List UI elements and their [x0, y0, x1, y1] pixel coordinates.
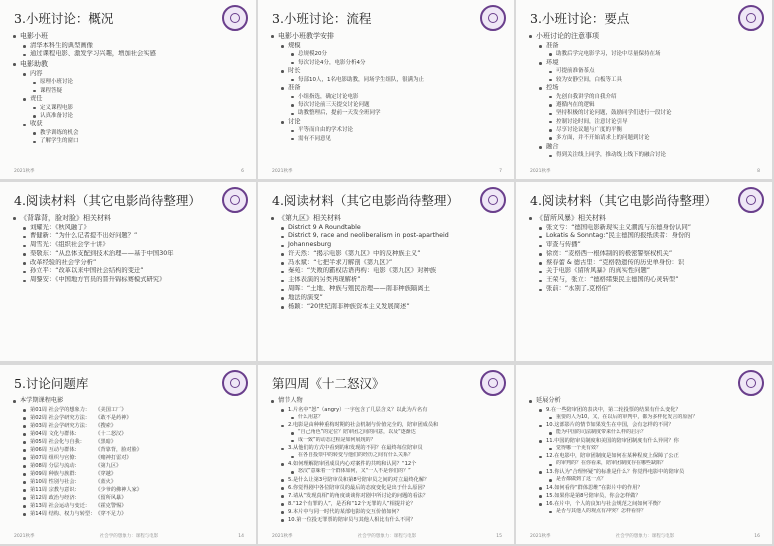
bullet-level-1: 电影小班教学安排 — [270, 31, 504, 42]
footer-term: 2021秋季 — [530, 534, 551, 539]
slide-8[interactable] — [258, 365, 514, 544]
bullet-level-3: “自己角色”的定位？陪审团之间的同意，以及“逐渐达 — [270, 429, 504, 437]
bullet-level-3: 可提前准备茶点 — [528, 67, 762, 75]
bullet-level-2: 收获 — [12, 120, 246, 129]
bullet-level-3: 遵循内在的逻辑 — [528, 101, 762, 109]
bullet-level-2: 许天然：“揭示电影《第九区》中的反种族主义” — [270, 250, 504, 259]
slide-title: 4.阅读材料（其它电影尚待整理） — [14, 193, 201, 208]
bullet-level-2: 10.这部影片的情节如果发生在中国，会有怎样的不同？ — [528, 421, 762, 429]
bullet-level-2: 准备 — [270, 84, 504, 93]
bullet-level-2: 第03周 社会学研究方法： 《搜索》 — [12, 422, 246, 430]
bullet-level-2: 第09周 种族与族群： 《穿越》 — [12, 470, 246, 478]
bullet-level-2: 13.你认为“合理怀疑”的标准是什么？你觉得电影中的陪审员 — [528, 468, 762, 476]
slide-2[interactable] — [258, 0, 514, 179]
bullet-level-2: 主体表演的另类再现解析” — [270, 276, 504, 285]
bullet-level-3: 是否与其他人的观点有冲突？怎样看待？ — [528, 508, 762, 516]
slide-title: 3.小班讨论：要点 — [530, 11, 630, 26]
bullet-level-2: 杨颖：“20世纪南非种族资本主义发展简述” — [270, 303, 504, 312]
bullet-level-3: 能为中国的司法制度带来什么样的启示？ — [528, 429, 762, 437]
bullet-level-3: 怒汉”意味着一个群体如何，又“一人不是你们的？” — [270, 468, 504, 476]
bullet-level-2: 8.“12个有罪的人”，是否和“12个无罪的人”相提并论？ — [270, 500, 504, 508]
bullet-level-2: 渠敬东：“从总体支配到技术治理——基于中国30年 — [12, 250, 246, 259]
bullet-level-2: 4.如何理解陪审团成员内心对案件的共鸣和认同？“12个 — [270, 460, 504, 468]
bullet-level-2: 周黎安：《中国地方官员的晋升锦标赛模式研究》 — [12, 276, 246, 285]
slide-title: 3.小班讨论：流程 — [272, 11, 372, 26]
bullet-level-2: 曹健新：“为什么记者提不出好问题？” — [12, 232, 246, 241]
bullet-level-3: 觉得哪一个更有效？ — [528, 445, 762, 453]
bullet-level-2: 控场 — [528, 84, 762, 93]
bullet-level-3: 平等而自由的学术讨论 — [270, 126, 504, 134]
bullet-level-2: 准备 — [528, 42, 762, 51]
slide-content — [528, 31, 762, 160]
bullet-level-2: 孙立平：“改革以来中国社会结构的变迁” — [12, 267, 246, 276]
bullet-level-2: 第07周 组织与官僚： 《赌神打雷对》 — [12, 454, 246, 462]
bullet-level-2: 第01周 社会学的想象力： 《美国工厂》 — [12, 406, 246, 414]
bullet-level-1: 情节人物 — [270, 396, 504, 406]
bullet-level-2: 1.片名中“怒”（angry）一字包含了几层含义？以此为片名有 — [270, 406, 504, 414]
slide-footer — [14, 167, 244, 174]
university-seal-icon — [480, 187, 506, 213]
bullet-level-1: 《背靠背，脸对脸》相关材料 — [12, 213, 246, 224]
bullet-level-2: Johannesburg — [270, 241, 504, 250]
bullet-level-2: 9.本片中与同一时代的某部电影的交互价值如何？ — [270, 508, 504, 516]
slide-content — [528, 213, 762, 294]
bullet-level-2: 16.在片中，个人的良知与社会规范之间如何平衡？ — [528, 500, 762, 508]
bullet-level-2: 第10周 性别与社会： 《蓝火》 — [12, 478, 246, 486]
bullet-level-2: 6.你觉得剧中各位陪审员的最后的态度变化是出于什么原因？ — [270, 484, 504, 492]
footer-term: 2021秋季 — [14, 169, 35, 174]
university-seal-icon — [222, 5, 248, 31]
bullet-level-3: 每次讨论4分，电影分析4分 — [270, 59, 504, 67]
slide-title: 3.小班讨论：概况 — [14, 11, 114, 26]
bullet-level-2: 10.第一位投无罪票的陪审员与其他人相比有什么不同？ — [270, 516, 504, 524]
bullet-level-2: 9.在一些陪审团的表决中，第二轮投票的结果有什么变化？ — [528, 406, 762, 414]
bullet-level-3: 尽享讨论议题与广度的平衡 — [528, 126, 762, 134]
slide-content — [12, 213, 246, 285]
bullet-level-3: 先创自我讲学的自我介绍 — [528, 93, 762, 101]
bullet-level-3: 重要的人为10，又，在以后的审判中，都为多样化发言的原因？ — [528, 414, 762, 422]
page-number: 8 — [757, 169, 760, 174]
bullet-level-2: 通过课程电影、激发学习兴趣，增加社会实感 — [12, 50, 246, 59]
bullet-level-3: 多方面，并不开始请求上的问题到讨论 — [528, 134, 762, 142]
bullet-level-1: 《留所风暴》相关材料 — [528, 213, 762, 224]
bullet-level-2: District 9 A Roundtable — [270, 224, 504, 233]
bullet-level-2: 徐贲：“麦格西一根体制的的极密警察权机关” — [528, 250, 762, 259]
university-seal-icon — [480, 370, 506, 396]
slide-content — [270, 396, 504, 524]
bullet-level-1: 《第九区》相关材料 — [270, 213, 504, 224]
bullet-level-2: 规模 — [270, 42, 504, 51]
slide-content — [270, 213, 504, 311]
footer-term: 2021秋季 — [272, 534, 293, 539]
university-seal-icon — [738, 5, 764, 31]
bullet-level-2: 张文亏：“德国电影新现实主义潮流与东德身份认同” — [528, 224, 762, 233]
footer-term: 2021秋季 — [14, 534, 35, 539]
bullet-level-2: 第13周 社会运动与变迁： 《霍克警惕》 — [12, 502, 246, 510]
bullet-level-3: 每部10人，1名电影助教，同场学生组队，很满为止 — [270, 76, 504, 84]
bullet-level-2: 2.电影是由种种重构时期的社会机制与价值完全的，陪审团成员和 — [270, 421, 504, 429]
bullet-level-2: 清华本科生的典型画像 — [12, 42, 246, 51]
bullet-level-2: 冯永斌：“七把半求刀解剖《第九区》” — [270, 259, 504, 268]
bullet-level-2: 王荣与，张立：“德格绪集民主德国的心灵转型” — [528, 276, 762, 285]
bullet-level-3: 课程答疑 — [12, 87, 246, 95]
slide-9[interactable] — [516, 365, 772, 544]
slide-3[interactable] — [516, 0, 772, 179]
slide-4[interactable] — [0, 182, 256, 361]
slide-title: 第四周《十二怒汉》 — [272, 376, 385, 391]
bullet-level-3: 较为安静空间，白板等工具 — [528, 76, 762, 84]
slide-title: 4.阅读材料（其它电影尚待整理） — [272, 193, 459, 208]
bullet-level-2: 第12周 政治与经济： 《留所风暴》 — [12, 494, 246, 502]
university-seal-icon — [738, 187, 764, 213]
bullet-level-1: 电影助教 — [12, 59, 246, 70]
bullet-level-1: 延展分析 — [528, 396, 762, 406]
footer-term: 2021秋季 — [272, 169, 293, 174]
footer-course: 社会学的想象力：课程与电影 — [615, 534, 675, 539]
bullet-level-2: 时长 — [270, 67, 504, 76]
slide-content — [270, 31, 504, 143]
bullet-level-3: 什么用意？ — [270, 414, 504, 422]
bullet-level-1: 电影小班 — [12, 31, 246, 42]
bullet-level-2: 11.中国的陪审员制度和美国的陪审团制度有什么异同？你 — [528, 437, 762, 445]
slide-footer — [530, 167, 760, 174]
slide-content — [12, 31, 246, 146]
bullet-level-2: 第14周 结构、权力与转型： 《穿不足力》 — [12, 510, 246, 518]
slide-footer — [530, 532, 760, 539]
bullet-level-2: 14.如何看待“群体思维”在影片中的作用？ — [528, 484, 762, 492]
slide-title: 5.讨论问题库 — [14, 376, 89, 391]
bullet-level-3: 坚持积极的讨论问题，鼓励同学们进行一段讨论 — [528, 109, 762, 117]
bullet-level-3: 每次讨论前三天提交讨论问题 — [270, 101, 504, 109]
bullet-level-3: 是否都做到了这一点？ — [528, 476, 762, 484]
bullet-level-3: 助教整理后，提前一天发全班同学 — [270, 109, 504, 117]
bullet-level-2: 第08周 分层与流动： 《第九区》 — [12, 462, 246, 470]
bullet-level-2: 讨论 — [270, 118, 504, 127]
footer-course: 社会学的想象力：课程与电影 — [99, 534, 159, 539]
slide-7[interactable] — [0, 365, 256, 544]
bullet-level-2: 15.如果你是第8号陪审员，你会怎样做？ — [528, 492, 762, 500]
page-number: 14 — [238, 534, 244, 539]
page-number: 7 — [499, 169, 502, 174]
bullet-level-2: 3.从他们的方式中看到的和发现的不同？在最终每位陪审员 — [270, 444, 504, 452]
bullet-level-3: 成一致”的动态过程是如何展现的？ — [270, 437, 504, 445]
bullet-level-3: 定义课程电影 — [12, 104, 246, 112]
bullet-level-2: 第04周 文化与群体： 《十二怒汉》 — [12, 430, 246, 438]
bullet-level-3: 原理小班讨论 — [12, 78, 246, 86]
bullet-level-3: 控制讨论时间，注意讨论引导 — [528, 118, 762, 126]
bullet-level-3: 教学训练的机会 — [12, 129, 246, 137]
bullet-level-3: 需有不同意见 — [270, 135, 504, 143]
slide-footer — [272, 349, 502, 356]
slide-footer — [14, 532, 244, 539]
bullet-level-3: 小组指选，确定讨论电影 — [270, 93, 504, 101]
bullet-level-2: 12.在电影中，陪审团制度是如何在某种程度上保障了公正 — [528, 452, 762, 460]
bullet-level-2: 张前：“永别了,克格伯” — [528, 285, 762, 294]
bullet-level-2: Lokatis & Sonntag:“民主德国的报纸读者：身份的 — [528, 232, 762, 241]
bullet-level-2: 5.是什么让第3号陪审员和第8号陪审员之间的对立最终化解？ — [270, 476, 504, 484]
bullet-level-3: 总规模20分 — [270, 50, 504, 58]
bullet-level-3: 在各自投票中的转变与他们的经历之间有什么关系？ — [270, 452, 504, 460]
bullet-level-2: 地法的演变” — [270, 294, 504, 303]
slide-6[interactable] — [516, 182, 772, 361]
university-seal-icon — [738, 370, 764, 396]
footer-term: 2021秋季 — [530, 169, 551, 174]
bullet-level-2: 蔡春蕾 & 德古里：“克格勃遗传的历史单身份：识 — [528, 259, 762, 268]
bullet-level-2: 周晖：“土地、种族与殖民治理——南非种族隔离土 — [270, 285, 504, 294]
bullet-level-2: 融合 — [528, 143, 762, 152]
bullet-level-2: 周雪光：《组织社会学十讲》 — [12, 241, 246, 250]
page-number: 6 — [241, 169, 244, 174]
page-number: 15 — [496, 534, 502, 539]
bullet-level-2: 第06周 互动与群体： 《背靠背，脸对脸》 — [12, 446, 246, 454]
page-number: 16 — [754, 534, 760, 539]
slide-footer — [14, 349, 244, 356]
bullet-level-3: 了解学生的窗口 — [12, 137, 246, 145]
bullet-level-2: 环境 — [528, 59, 762, 68]
slide-1[interactable] — [0, 0, 256, 179]
university-seal-icon — [222, 370, 248, 396]
bullet-level-2: 内容 — [12, 70, 246, 79]
slide-content — [528, 396, 762, 515]
slide-title: 4.阅读材料（其它电影尚待整理） — [530, 193, 717, 208]
footer-course: 社会学的想象力：课程与电影 — [357, 534, 417, 539]
bullet-level-2: 7.请从“发现真相”的角度谈谈你对剧中所讨论的问题的看法？ — [270, 492, 504, 500]
slide-footer — [272, 532, 502, 539]
slide-footer — [530, 349, 760, 356]
bullet-level-3: 认真准备讨论 — [12, 112, 246, 120]
university-seal-icon — [222, 187, 248, 213]
bullet-level-1: 小班讨论的注意事项 — [528, 31, 762, 42]
bullet-level-1: 本学期课程电影 — [12, 396, 246, 406]
bullet-level-2: District 9, race and neoliberalism in post-apartheid — [270, 232, 504, 241]
slide-5[interactable] — [258, 182, 514, 361]
bullet-level-2: 审查与传播” — [528, 241, 762, 250]
bullet-level-3: 助教后学完电影学习，讨论中尽量保持在场 — [528, 50, 762, 58]
bullet-level-2: 关于电影《留所风暴》的真实性问题” — [528, 267, 762, 276]
bullet-level-2: 刘耀光：《秋风融了》 — [12, 224, 246, 233]
bullet-level-2: 秦苑：“失败的霸权话语再构：电影《第九区》对种族 — [270, 267, 504, 276]
bullet-level-2: 第11周 宗教与意识： 《少爷的佛神人家》 — [12, 486, 246, 494]
bullet-level-2: 改革经验的社会学分析” — [12, 259, 246, 268]
bullet-level-3: 的审判的？在你看来，陪审团制度存在哪些缺陷？ — [528, 460, 762, 468]
bullet-level-2: 第05周 社会化与自我： 《黑暗》 — [12, 438, 246, 446]
bullet-level-3: 得到关注线上同学，推动线上线下的融合讨论 — [528, 151, 762, 159]
university-seal-icon — [480, 5, 506, 31]
bullet-level-2: 责任 — [12, 95, 246, 104]
slide-content — [12, 396, 246, 518]
bullet-level-2: 第02周 社会学研究方法： 《敢不是药神》 — [12, 414, 246, 422]
slide-footer — [272, 167, 502, 174]
